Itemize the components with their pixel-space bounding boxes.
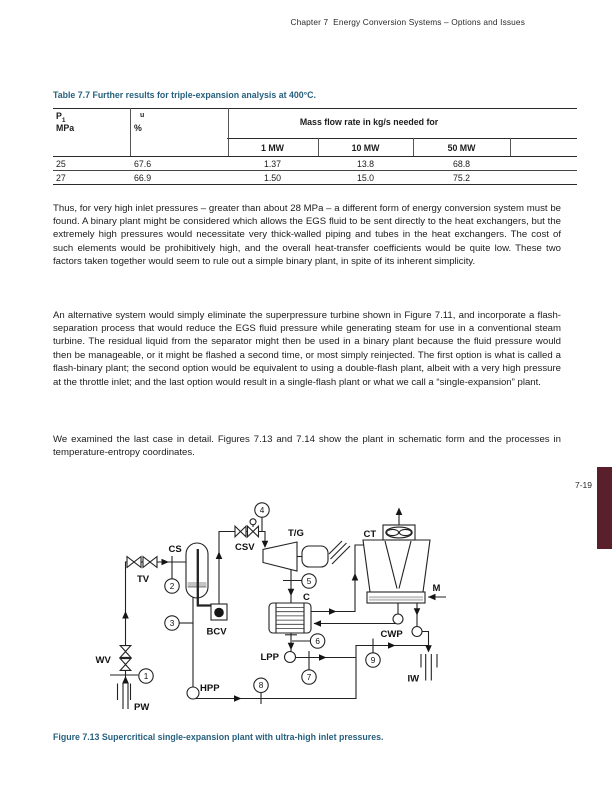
svg-text:1: 1 <box>143 671 149 681</box>
svg-text:9: 9 <box>370 655 376 665</box>
condenser <box>269 603 311 633</box>
brine-control-valve <box>211 604 227 620</box>
power-lines <box>329 541 350 564</box>
cooling-water-pump <box>393 614 403 624</box>
separator-vessel <box>186 543 211 606</box>
turbine <box>263 542 297 571</box>
figure-caption: Figure 7.13 Supercritical single-expansion plant with ultra-high inlet pressures. <box>53 732 384 742</box>
paragraph-1: Thus, for very high inlet pressures – greater than about 28 MPa – a different form of energy conversion system must be found. A binary plant might be considered which allows the EGS fluid to be sent directly to the heat exchangers, but the extremely high pressures would necessitate very thick-walled piping and tubes in the heat exchangers. The cost of such elements would be prohibitively high, and the overall heat-transfer coefficients would be quite low. These two factors taken together would seem to rule out a simple binary plant, in spite of its inherent simplicity. <box>53 202 561 268</box>
label-throttle-valve: TV <box>137 574 150 585</box>
label-lpp: LPP <box>260 652 279 663</box>
col-header-p1: $P_1$ <box>56 110 66 124</box>
label-cooling-tower: CT <box>363 529 377 540</box>
label-csv: CSV <box>235 542 255 553</box>
running-header: Chapter 7 Energy Conversion Systems – Options and Issues <box>290 17 525 27</box>
label-wellhead-valve: WV <box>95 655 111 666</box>
paragraph-3: We examined the last case in detail. Figures 7.13 and 7.14 show the plant in schematic form and the processes in temperature-entropy coordinates. <box>53 433 561 458</box>
table-caption: Table 7.7 Further results for triple-expansion analysis at 400°C. <box>53 90 316 100</box>
label-production-well: PW <box>134 702 150 713</box>
generator <box>302 546 328 567</box>
cell-10mw: 13.8 <box>356 158 375 169</box>
high-pressure-pump <box>187 687 199 699</box>
label-cwp: CWP <box>380 629 403 640</box>
cooling-water-pump <box>412 627 422 637</box>
col-header-10mw: 10 MW <box>351 142 380 153</box>
label-bcv: BCV <box>206 626 227 638</box>
svg-text:5: 5 <box>306 576 312 586</box>
svg-text:2: 2 <box>169 581 175 591</box>
col-header-1mw: 1 MW <box>261 142 284 153</box>
col-header-eta-sub: u <box>140 112 145 119</box>
label-turbine-generator: T/G <box>288 528 304 539</box>
production-well <box>118 684 131 710</box>
svg-text:3: 3 <box>169 618 175 628</box>
cell-p1: 25 <box>56 158 66 169</box>
injection-well <box>421 654 437 681</box>
low-pressure-pump <box>285 652 296 663</box>
svg-text:4: 4 <box>259 505 265 515</box>
cell-1mw: 1.37 <box>263 158 282 169</box>
col-header-p1-unit: MPa <box>56 123 75 133</box>
cell-p1: 27 <box>56 172 66 183</box>
svg-text:6: 6 <box>315 636 320 646</box>
cell-50mw: 75.2 <box>452 172 471 183</box>
cell-eta: 67.6 <box>134 158 152 169</box>
page-number: 7-19 <box>574 480 592 490</box>
span-header: Mass flow rate in kg/s needed for <box>299 117 439 127</box>
label-condenser: C <box>303 592 310 603</box>
col-header-50mw: 50 MW <box>447 142 476 153</box>
cell-10mw: 15.0 <box>356 172 375 183</box>
label-makeup-water: M <box>432 583 441 594</box>
cell-eta: 66.9 <box>134 172 152 183</box>
label-injection-well: IW <box>407 673 420 685</box>
svg-text:7: 7 <box>306 672 312 682</box>
svg-text:8: 8 <box>258 681 264 691</box>
cell-1mw: 1.50 <box>263 172 282 183</box>
col-header-eta-unit: % <box>134 123 142 133</box>
label-separator: CS <box>168 544 182 555</box>
control-stop-valve <box>235 519 259 537</box>
paragraph-2: An alternative system would simply eliminate the superpressure turbine shown in Figure 7.11, and incorporate a flash-separation process that would reduce the EGS fluid pressure while generating steam for use in a conventional steam turbine. The residual liquid from the separator might then be used in a binary plant because the fluid pressure would then be manageable, or it might be flashed a second time, or most simply reinjected. The first option is what is called a flash-binary plant; the second option would be equivalent to using a double-flash plant, albeit with a very high pressure at the throttle inlet; and the last option would result in a single-flash plant or what we call a “single-expansion” plant. <box>53 309 561 388</box>
label-hpp: HPP <box>200 683 220 694</box>
cell-50mw: 68.8 <box>452 158 471 169</box>
fan <box>383 525 415 540</box>
